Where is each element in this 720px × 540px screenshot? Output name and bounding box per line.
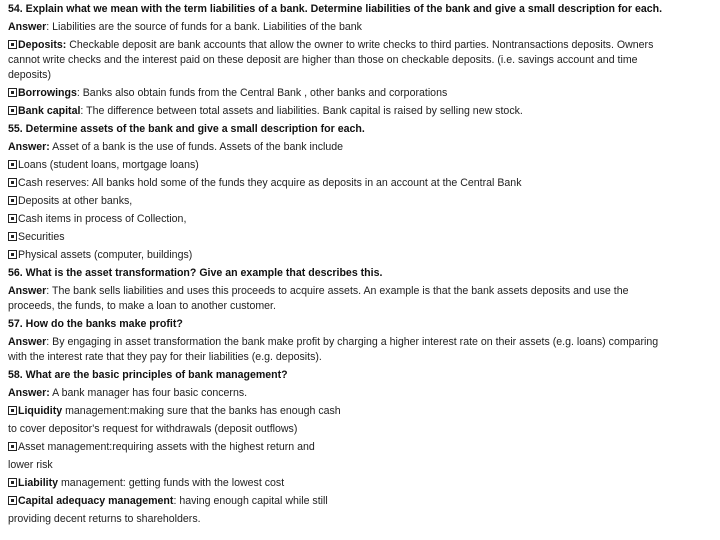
liability-bank-capital [8,104,712,118]
description: : Banks also obtain funds from the Central Bank , other banks and corporations [76,87,448,99]
asset-text: Securities [18,231,65,243]
question-57: 57. How do the banks make profit? [8,318,183,330]
answer-57 [8,335,712,349]
principle-liquidity-cont: to cover depositor's request for withdrawals (deposit outflows) [8,423,298,435]
liability-deposits-cont: cannot write checks and the interest paid on these deposit are higher than those on checkable deposits. (i.e. savings account and time [8,54,638,66]
description: : The difference between total assets and liabilities. Bank capital is raised by selling new stock. [80,105,523,117]
bullet-icon [8,178,17,187]
bullet-icon [8,160,17,169]
question-56: 56. What is the asset transformation? Give an example that describes this. [8,267,383,279]
answer-label: Answer [8,336,47,348]
bullet-icon [8,250,17,259]
answer-text: : Liabilities are the source of funds for a bank. Liabilities of the bank [46,21,362,33]
answer-56 [8,284,712,298]
principle-capital [8,494,712,508]
term: Liability [18,477,59,489]
description: requiring assets with the highest return and [112,441,315,453]
term: Asset management: [18,441,113,453]
answer-text: A bank manager has four basic concerns. [49,387,248,399]
answer-label: Answer [8,285,47,297]
asset-text: Loans (student loans, mortgage loans) [18,159,199,171]
description: Checkable deposit are bank accounts that allow the owner to write checks to third parties. Nontransactions deposits. Owners [66,39,654,51]
principle-asset [8,440,712,454]
asset-text: Cash reserves: All banks hold some of the funds they acquire as deposits in an account at the Central Bank [18,177,522,189]
asset-item [8,194,712,208]
bullet-icon [8,478,17,487]
answer-text: Asset of a bank is the use of funds. Assets of the bank include [49,141,344,153]
term: Liquidity [18,405,63,417]
bullet-icon [8,196,17,205]
bullet-icon [8,232,17,241]
answer-text: : The bank sells liabilities and uses this proceeds to acquire assets. An example is that the bank assets deposits and use the [46,285,629,297]
asset-text: Physical assets (computer, buildings) [18,249,193,261]
bullet-icon [8,88,17,97]
liability-deposits [8,38,712,52]
answer-54 [8,20,712,34]
bullet-icon [8,106,17,115]
term: Capital adequacy management [18,495,174,507]
term: Borrowings [18,87,77,99]
bullet-icon [8,442,17,451]
answer-label: Answer: [8,141,50,153]
answer-text: : By engaging in asset transformation the bank make profit by charging a higher interest rate on their assets (e.g. loans) comparing [46,336,659,348]
answer-55 [8,140,712,154]
question-54: 54. Explain what we mean with the term liabilities of a bank. Determine liabilities of the bank and give a small description for each. [8,3,663,15]
term: Bank capital [18,105,81,117]
description: management: getting funds with the lowest cost [58,477,285,489]
asset-item [8,230,712,244]
answer-label: Answer: [8,387,50,399]
answer-57-cont: with the interest rate that they pay for their liabilities (e.g. deposits). [8,351,322,363]
liability-deposits-cont: deposits) [8,69,51,81]
description: : having enough capital while still [173,495,328,507]
answer-label: Answer [8,21,47,33]
answer-56-cont: proceeds, the funds, to make a loan to another customer. [8,300,276,312]
bullet-icon [8,214,17,223]
question-55: 55. Determine assets of the bank and give a small description for each. [8,123,365,135]
bullet-icon [8,496,17,505]
asset-item [8,212,712,226]
bullet-icon [8,406,17,415]
asset-text: Deposits at other banks, [18,195,133,207]
asset-item [8,158,712,172]
asset-item [8,176,712,190]
answer-58 [8,386,712,400]
principle-capital-cont: providing decent returns to shareholders. [8,513,201,525]
principle-liability [8,476,712,490]
term: Deposits: [18,39,67,51]
asset-item [8,248,712,262]
principle-asset-cont: lower risk [8,459,53,471]
principle-liquidity [8,404,712,418]
liability-borrowings [8,86,712,100]
question-58: 58. What are the basic principles of bank management? [8,369,288,381]
bullet-icon [8,40,17,49]
description: management:making sure that the banks has enough cash [62,405,341,417]
asset-text: Cash items in process of Collection, [18,213,187,225]
